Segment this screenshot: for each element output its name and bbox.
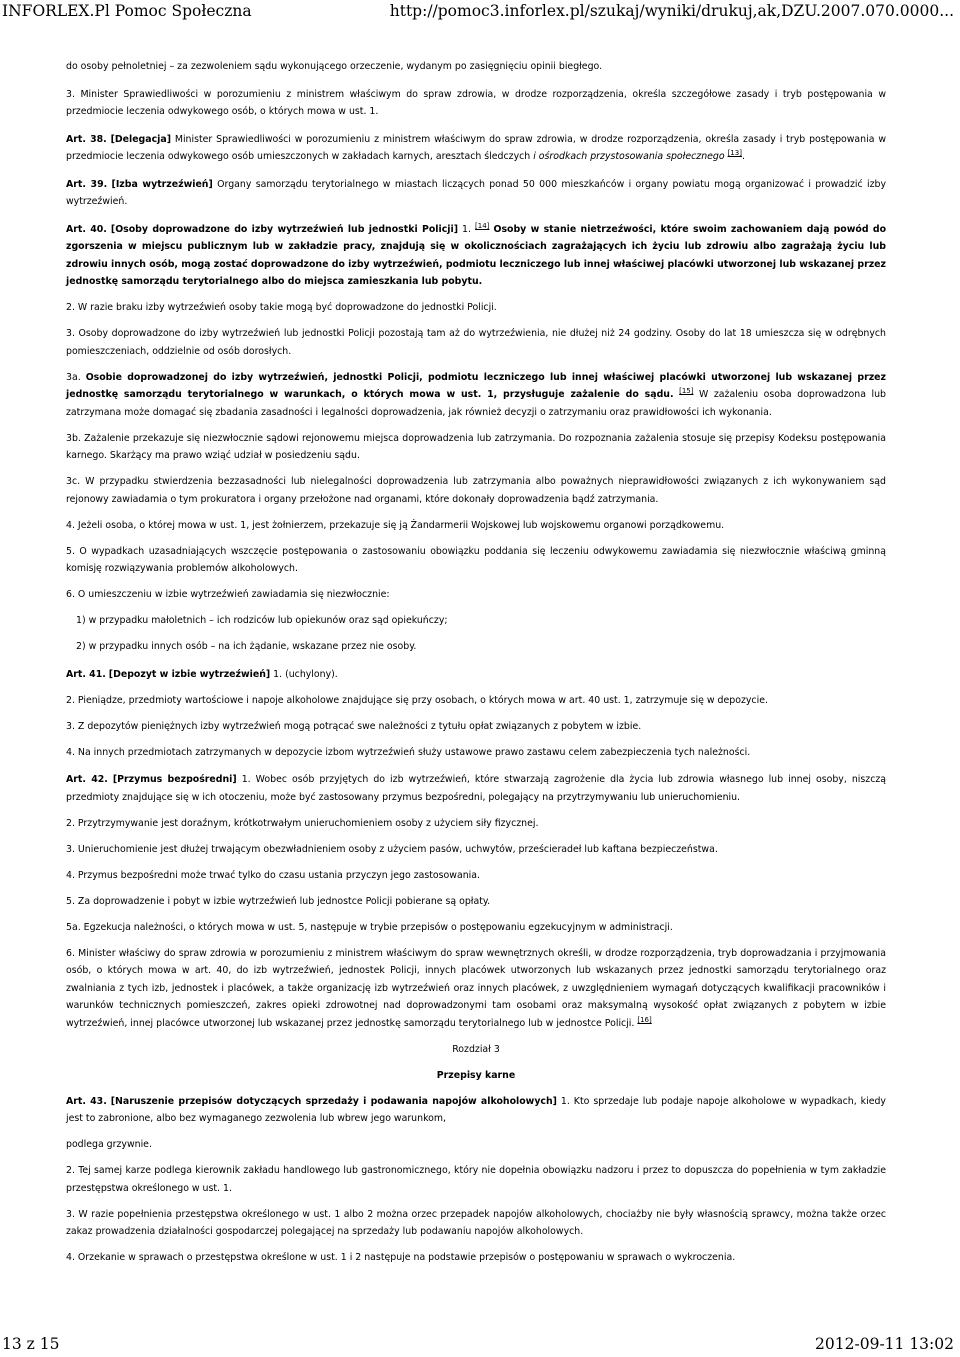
article-title: [Przymus bezpośredni] [112, 774, 237, 785]
paragraph: 3c. W przypadku stwierdzenia bezzasadności lub nielegalności doprowadzenia lub zatrzymania albo poważnych nieprawidłowości związanych z ich wykonywaniem sąd rejonowy zawiadamia o tym prokuratora i organy przełożone nad organami, które dokonały doprowadzenia bądź zatrzymania. [66, 476, 886, 505]
article-41 [66, 666, 886, 684]
header-url: http://pomoc3.inforlex.pl/szukaj/wyniki/drukuj,ak,DZU.2007.070.0000... [389, 2, 954, 20]
paragraph: 3. Z depozytów pieniężnych izby wytrzeźwień mogą potrącać swe należności z tytułu opłat związanych z pobytem w izbie. [66, 720, 642, 732]
paragraph: 2. Pieniądze, przedmioty wartościowe i napoje alkoholowe znajdujące się przy osobach, o których mowa w art. 40 ust. 1, zatrzymuje się w depozycie. [66, 694, 768, 706]
section-number: 3a. [66, 371, 81, 383]
paragraph: 3. Minister Sprawiedliwości w porozumieniu z ministrem właściwym do spraw zdrowia, w drodze rozporządzenia, określa szczegółowe zasady i tryb postępowania w przedmiocie leczenia odwykowego osób, o których mowa w ust. 1. [66, 88, 886, 117]
article-text: 1. Kto sprzedaje lub podaje napoje alkoholowe w wypadkach, kiedy jest to zabronione, albo bez wymaganego zezwolenia lub wbrew jego warunkom, [66, 1095, 886, 1124]
header-site-title: INFORLEX.Pl Pomoc Społeczna [2, 2, 252, 20]
article-40 [66, 221, 886, 291]
chapter-number: Rozdział 3 [452, 1043, 500, 1055]
article-label: Art. 39. [66, 178, 108, 190]
print-datetime: 2012-09-11 13:02 [815, 1335, 954, 1353]
article-text: 1. Wobec osób przyjętych do izb wytrzeźwień, które stwarzają zagrożenie dla życia lub zdrowia własnego lub innej osoby, niszczą przedmioty znajdujące się w ich otoczeniu, może być zastosowany przymus bezpośredni, polegający na przytrzymywaniu lub unieruchomieniu. [66, 774, 887, 803]
article-label: Art. 43. [66, 1095, 107, 1107]
print-footer [2, 1331, 954, 1353]
penalty-text: podlega grzywnie. [66, 1139, 152, 1150]
paragraph: 3. Osoby doprowadzone do izby wytrzeźwień lub jednostki Policji pozostają tam aż do wytrzeźwienia, nie dłużej niż 24 godziny. Osoby do lat 18 umieszcza się w odrębnych pomieszczeniach, oddzielnie od osób dorosłych. [66, 328, 886, 357]
paragraph: 4. Jeżeli osoba, o której mowa w ust. 1, jest żołnierzem, przekazuje się ją Żandarmerii Wojskowej lub wojskowemu organowi porządkowemu. [66, 519, 725, 531]
punctuation: . [741, 151, 745, 162]
paragraph: 3b. Zażalenie przekazuje się niezwłocznie sądowi rejonowemu miejsca doprowadzenia lub zatrzymania. Do rozpoznania zażalenia stosuje się przepisy Kodeksu postępowania karnego. Skarżący ma prawo wziąć udział w posiedzeniu sądu. [66, 432, 886, 461]
article-title: [Naruszenie przepisów dotyczących sprzedaży i podawania napojów alkoholowych] [110, 1095, 557, 1107]
document-body [66, 58, 886, 1275]
article-label: Art. 38. [66, 133, 107, 145]
paragraph: 6. O umieszczeniu w izbie wytrzeźwień zawiadamia się niezwłocznie: [66, 589, 390, 600]
article-text: Minister Sprawiedliwości w porozumieniu z ministrem właściwym do spraw zdrowia, w drodze rozporządzenia, określa zasady i tryb postępowania w przedmiocie leczenia odwykowego osób umieszczonych w zakładach karnych, aresztach śledczych [66, 133, 887, 162]
article-label: Art. 40. [66, 223, 107, 235]
chapter-title: Przepisy karne [436, 1069, 516, 1081]
article-text: Organy samorządu terytorialnego w miastach liczących ponad 50 000 mieszkańców i organy powiatu mogą organizować i prowadzić izby wytrzeźwień. [66, 178, 887, 207]
list-item: 2) w przypadku innych osób – na ich żądanie, wskazane przez nie osoby. [76, 641, 417, 652]
page-counter: 13 z 15 [2, 1335, 60, 1353]
article-title: [Depozyt w izbie wytrzeźwień] [108, 668, 271, 680]
paragraph-3a [66, 369, 886, 422]
paragraph: do osoby pełnoletniej – za zezwoleniem sądu wykonującego orzeczenie, wydanym po zasięgnięciu opinii biegłego. [66, 61, 603, 72]
paragraph: 3. Unieruchomienie jest dłużej trwającym obezwładnieniem osoby z użyciem pasów, uchwytów, prześcieradeł lub kaftana bezpieczeństwa. [66, 843, 718, 855]
paragraph: 4. Na innych przedmiotach zatrzymanych w depozycie izbom wytrzeźwień służy ustawowe prawo zastawu celem zabezpieczenia tych należności. [66, 746, 751, 758]
paragraph: 5. Za doprowadzenie i pobyt w izbie wytrzeźwień lub jednostce Policji pobierane są opłaty. [66, 895, 491, 907]
article-bold-text: Osoby w stanie nietrzeźwości, które swoim zachowaniem dają powód do zgorszenia w miejscu publicznym lub w zakładzie pracy, znajdują się w okolicznościach zagrażających ich życiu lub zdrowiu albo zagrażają życiu lub zdrowiu innych osób, mogą zostać doprowadzone do izby wytrzeźwień, podmiotu leczniczego lub innej właściwej placówki utworzonej lub wskazanej przez jednostkę samorządu terytorialnego albo do miejsca zamieszkania lub pobytu. [66, 223, 887, 287]
article-43 [66, 1093, 886, 1128]
paragraph: 5a. Egzekucja należności, o których mowa w ust. 5, następuje w trybie przepisów o postępowaniu egzekucyjnym w administracji. [66, 921, 673, 933]
footnote-link[interactable]: [14] [475, 221, 490, 230]
list-item: 1) w przypadku małoletnich – ich rodziców lub opiekunów oraz sąd opiekuńczy; [76, 615, 448, 626]
paragraph: 2. W razie braku izby wytrzeźwień osoby takie mogą być doprowadzone do jednostki Policji. [66, 302, 497, 313]
bold-text: Osobie doprowadzonej do izby wytrzeźwień, jednostki Policji, podmiotu leczniczego lub innej właściwej placówki utworzonej lub wskazanej przez jednostkę samorządu terytorialnego w warunkach, o których mowa w ust. 1, przysługuje zażalenie do sądu. [66, 371, 886, 400]
article-label: Art. 42. [66, 774, 108, 785]
article-title: [Osoby doprowadzone do izby wytrzeźwień lub jednostki Policji] [110, 223, 458, 235]
article-42 [66, 771, 886, 806]
article-text: 1. (uchylony). [273, 668, 338, 680]
paragraph-6 [66, 945, 886, 1033]
text: 6. Minister właściwy do spraw zdrowia w porozumieniu z ministrem właściwym do spraw wewnętrznych określi, w drodze rozporządzenia, tryb doprowadzania i przyjmowania osób, o których mowa w art. 40, do izb wytrzeźwień, jednostek Policji, innych placówek utworzonych lub wskazanych przez jednostki samorządu terytorialnego oraz zwalniania z tych izb, jednostek i placówek, a także organizację izb wytrzeźwień oraz innych placówek, z uwzględnieniem wymagań dotyczących kwalifikacji pracowników i warunków technicznych pomieszczeń, zakres opieki zdrowotnej nad doprowadzonymi tam osobami oraz maksymalną wysokość opłat związanych z pobytem w izbie wytrzeźwień, innej placówce utworzonej lub wskazanej przez jednostkę samorządu terytorialnego lub w jednostce Policji. [66, 947, 886, 1029]
paragraph: 2. Tej samej karze podlega kierownik zakładu handlowego lub gastronomicznego, który nie dopełnia obowiązku nadzoru i przez to dopuszcza do popełnienia w tym zakładzie przestępstwa określonego w ust. 1. [66, 1165, 886, 1194]
footnote-link[interactable]: [13] [727, 149, 742, 157]
print-header [2, 2, 954, 22]
text: W zażaleniu osoba doprowadzona lub zatrzymana może domagać się zbadania zasadności i legalności doprowadzenia, jak również decyzji o zatrzymaniu oraz prawidłowości ich wykonania. [66, 389, 886, 418]
paragraph: 2. Przytrzymywanie jest doraźnym, krótkotrwałym unieruchomieniem osoby z użyciem siły fizycznej. [66, 817, 539, 829]
article-label: Art. 41. [66, 668, 106, 680]
article-38 [66, 131, 886, 166]
paragraph: 4. Orzekanie w sprawach o przestępstwa określone w ust. 1 i 2 następuje na podstawie przepisów o postępowaniu w sprawach o wykroczenia. [66, 1252, 736, 1263]
article-title: [Delegacja] [110, 133, 171, 145]
footnote-link[interactable]: [15] [679, 387, 694, 395]
paragraph: 4. Przymus bezpośredni może trwać tylko do czasu ustania przyczyn jego zastosowania. [66, 869, 480, 881]
article-39 [66, 176, 886, 211]
section-number: 1. [462, 223, 471, 235]
paragraph: 5. O wypadkach uzasadniających wszczęcie postępowania o zastosowaniu obowiązku poddania się leczeniu odwykowemu zawiadamia się niezwłocznie właściwą gminną komisję rozwiązywania problemów alkoholowych. [66, 545, 886, 574]
footnote-link[interactable]: [16] [637, 1015, 652, 1024]
paragraph: 3. W razie popełnienia przestępstwa określonego w ust. 1 albo 2 można orzec przepadek napojów alkoholowych, chociażby nie były własnością sprawcy, można także orzec zakaz prowadzenia działalności gospodarczej polegającej na sprzedaży lub podawaniu napojów alkoholowych. [66, 1208, 886, 1237]
article-italic: i ośrodkach przystosowania społecznego [533, 151, 725, 162]
article-title: [Izba wytrzeźwień] [111, 178, 213, 190]
